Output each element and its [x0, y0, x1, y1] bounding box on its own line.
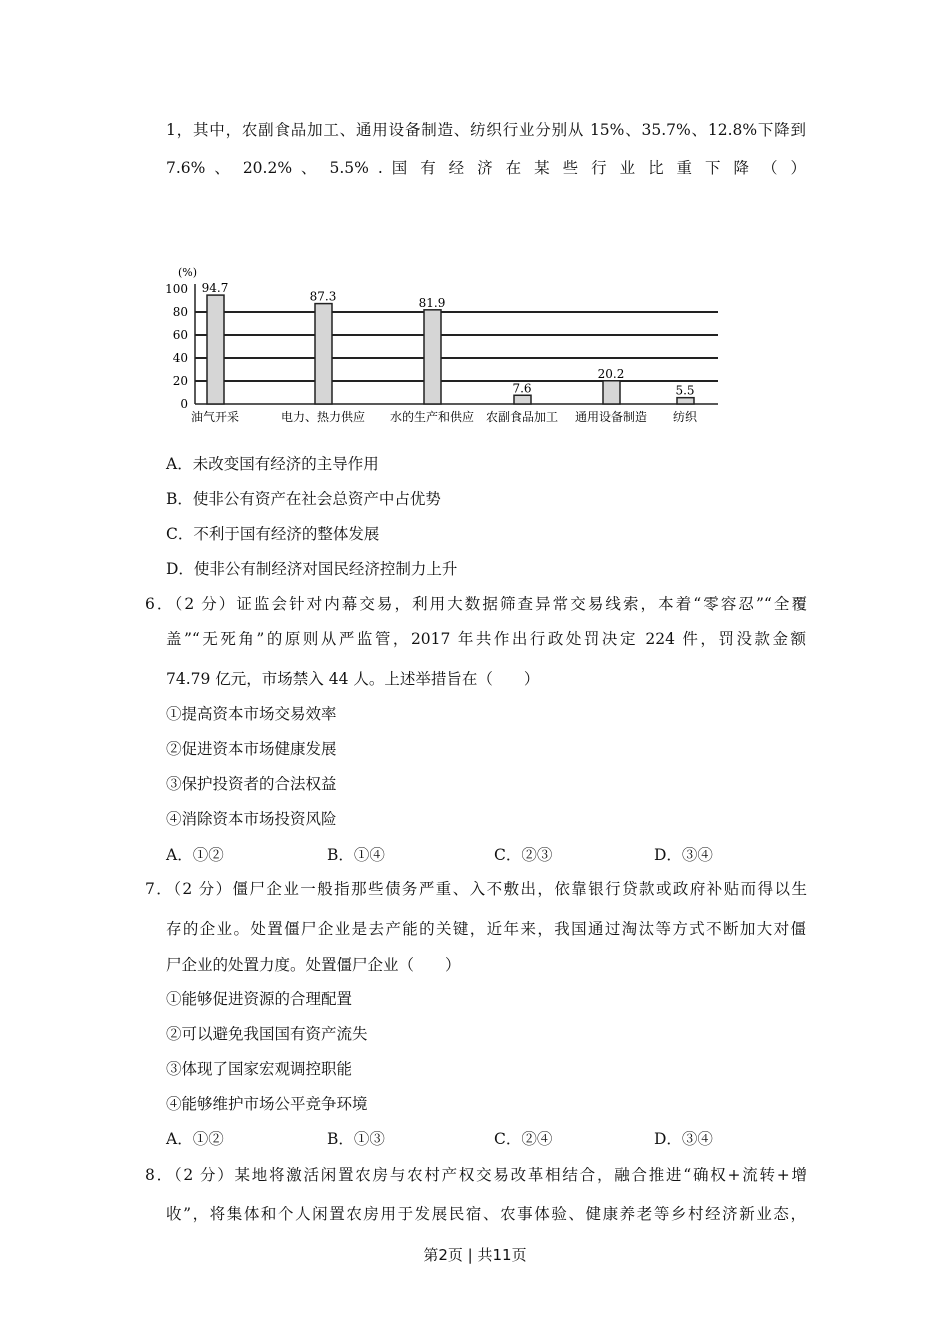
q6-line-2: 盖”“无死角”的原则从严监管，2017 年共作出行政处罚决定 224 件，罚没款金额	[166, 630, 806, 648]
y-axis-unit-label: (%)	[178, 266, 198, 279]
bar-value-label: 81.9	[418, 295, 446, 310]
q5-option-b: B．使非公有资产在社会总资产中占优势	[166, 490, 441, 508]
q6-statement: ②促进资本市场健康发展	[166, 740, 337, 758]
q7-line-3: 尸企业的处置力度。处置僵尸企业（ ）	[166, 956, 461, 974]
bar-value-label: 5.5	[675, 383, 695, 398]
q6-choice-b: B．①④	[327, 846, 385, 864]
page-footer: 第2页 | 共11页	[423, 1246, 527, 1264]
q7-statement: ④能够维护市场公平竞争环境	[166, 1095, 368, 1113]
q5-option-c: C．不利于国有经济的整体发展	[166, 525, 380, 543]
bar-value-label: 87.3	[309, 289, 337, 304]
q6-line-1: 6．（2 分）证监会针对内幕交易，利用大数据筛查异常交易线索，本着“零容忍”“全覆	[145, 595, 807, 613]
intro-line-1: 1，其中，农副食品加工、通用设备制造、纺织行业分别从 15%、35.7%、12.8%下降到	[166, 121, 806, 139]
bar-value-label: 7.6	[512, 381, 532, 396]
x-category-label: 电力、热力供应	[280, 410, 366, 424]
x-category-label: 水的生产和供应	[389, 410, 475, 424]
q7-choice-c: C．②④	[494, 1130, 553, 1148]
x-category-label: 农副食品加工	[485, 410, 559, 424]
q5-option-d: D．使非公有制经济对国民经济控制力上升	[166, 560, 458, 578]
y-tick-label: 60	[172, 328, 188, 342]
bar	[677, 398, 694, 404]
bar	[315, 304, 332, 404]
q7-line-2: 存的企业。处置僵尸企业是去产能的关键，近年来，我国通过淘汰等方式不断加大对僵	[166, 920, 806, 938]
q6-choice-c: C．②③	[494, 846, 553, 864]
x-category-label: 通用设备制造	[574, 410, 648, 424]
q5-option-a: A．未改变国有经济的主导作用	[166, 455, 379, 473]
q6-choice-d: D．③④	[654, 846, 713, 864]
bar	[514, 395, 531, 404]
bar-chart	[160, 260, 730, 430]
y-tick-label: 20	[172, 374, 188, 388]
q6-statement: ④消除资本市场投资风险	[166, 810, 337, 828]
y-tick-label: 100	[165, 282, 188, 296]
q7-statement: ①能够促进资源的合理配置	[166, 990, 353, 1008]
intro-line-2: 7.6% 、 20.2% 、 5.5% . 国 有 经 济 在 某 些 行 业 比 重 下 降 （ ）	[166, 159, 806, 177]
bar	[424, 310, 441, 404]
y-tick-label: 0	[180, 397, 188, 411]
bar-value-label: 94.7	[201, 281, 229, 296]
bar	[603, 381, 620, 404]
q8-line-1: 8．（2 分）某地将激活闲置农房与农村产权交易改革相结合，融合推进“确权+流转+增	[145, 1166, 807, 1184]
q6-statement: ①提高资本市场交易效率	[166, 705, 337, 723]
x-category-label: 油气开采	[190, 410, 240, 424]
y-tick-label: 80	[172, 305, 188, 319]
q7-choice-a: A．①②	[166, 1130, 224, 1148]
bar	[207, 295, 224, 404]
x-category-label: 纺织	[672, 410, 698, 424]
y-tick-label: 40	[172, 351, 188, 365]
q6-statement: ③保护投资者的合法权益	[166, 775, 337, 793]
q6-choice-a: A．①②	[166, 846, 224, 864]
q7-statement: ③体现了国家宏观调控职能	[166, 1060, 353, 1078]
q7-statement: ②可以避免我国国有资产流失	[166, 1025, 368, 1043]
q7-line-1: 7．（2 分）僵尸企业一般指那些债务严重、入不敷出，依靠银行贷款或政府补贴而得以生	[145, 880, 807, 898]
q7-choice-b: B．①③	[327, 1130, 385, 1148]
bar-value-label: 20.2	[597, 366, 625, 381]
q8-line-2: 收”，将集体和个人闲置农房用于发展民宿、农事体验、健康养老等乡村经济新业态，	[166, 1205, 806, 1223]
q6-line-3: 74.79 亿元，市场禁入 44 人。上述举措旨在（ ）	[166, 670, 540, 688]
q7-choice-d: D．③④	[654, 1130, 713, 1148]
